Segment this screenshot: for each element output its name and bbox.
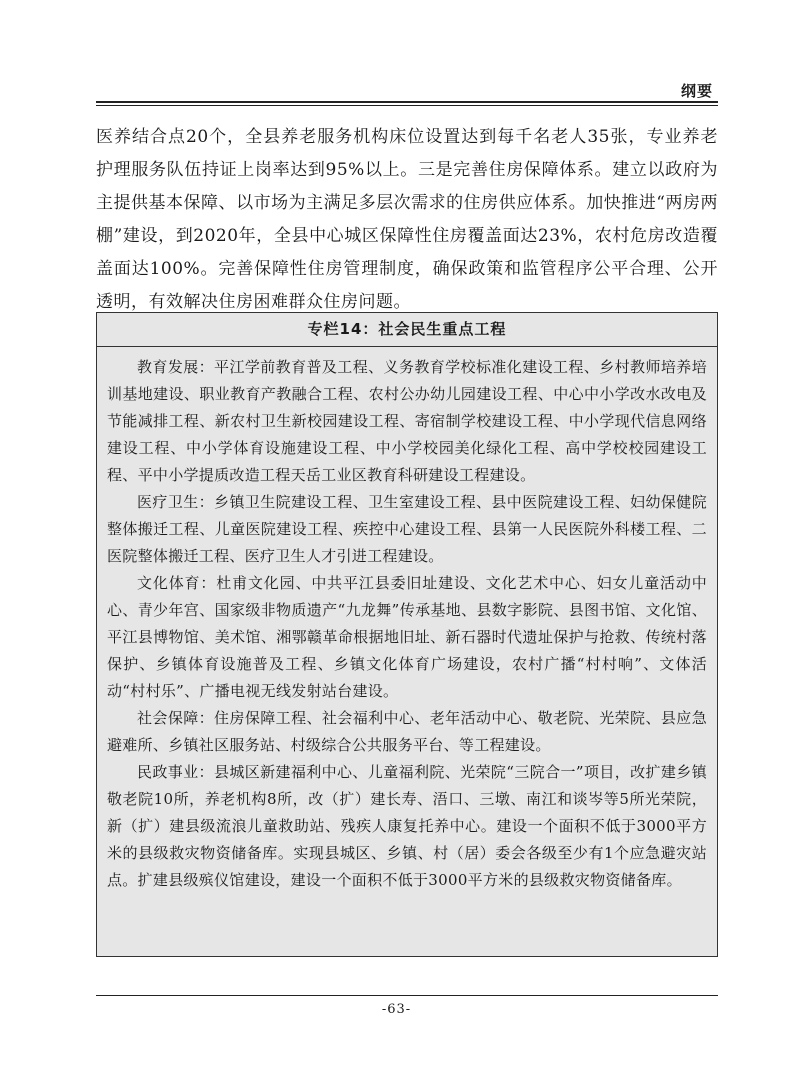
page-number: -63- xyxy=(381,1002,412,1017)
footer-rule xyxy=(96,995,718,996)
column-box xyxy=(96,312,718,957)
box-paragraph-education: 教育发展：平江学前教育普及工程、义务教育学校标准化建设工程、乡村教师培养培训基地建设、职业教育产教融合工程、农村公办幼儿园建设工程、中心中小学改水改电及节能减排工程、新农村卫生新校园建设工程、寄宿制学校建设工程、中小学现代信息网络建设工程、中小学体育设施建设工程、中小学校园美化绿化工程、高中学校校园建设工程、平中小学提质改造工程天岳工业区教育科研建设工程建设。 xyxy=(107,358,707,484)
box-paragraph-civil-affairs: 民政事业：县城区新建福利中心、儿童福利院、光荣院“三院合一”项目，改扩建乡镇敬老院10所，养老机构8所，改（扩）建长寿、浯口、三墩、南江和谈岑等5所光荣院，新（扩）建县级流浪儿童救助站、残疾人康复托养中心。建设一个面积不低于3000平方米的县级救灾物资储备库。实现县城区、乡镇、村（居）委会各级至少有1个应急避灾站点。扩建县级殡仪馆建设，建设一个面积不低于3000平方米的县级救灾物资储备库。 xyxy=(107,763,707,889)
box-paragraph-healthcare: 医疗卫生：乡镇卫生院建设工程、卫生室建设工程、县中医院建设工程、妇幼保健院整体搬迁工程、儿童医院建设工程、疾控中心建设工程、县第一人民医院外科楼工程、二医院整体搬迁工程、医疗卫生人才引进工程建设。 xyxy=(107,493,707,565)
header-rule-thick xyxy=(96,101,718,103)
header-rule-thin xyxy=(96,105,718,106)
body-paragraph: 医养结合点20个，全县养老服务机构床位设置达到每千名老人35张，专业养老护理服务队伍持证上岗率达到95%以上。三是完善住房保障体系。建立以政府为主提供基本保障、以市场为主满足多层次需求的住房供应体系。加快推进“两房两棚”建设，到2020年，全县中心城区保障性住房覆盖面达23%，农村危房改造覆盖面达100%。完善保障性住房管理制度，确保政策和监管程序公平合理、公开透明，有效解决住房困难群众住房问题。 xyxy=(96,127,718,312)
box-paragraph-culture-sports: 文化体育：杜甫文化园、中共平江县委旧址建设、文化艺术中心、妇女儿童活动中心、青少年宫、国家级非物质遗产“九龙舞”传承基地、县数字影院、县图书馆、文化馆、平江县博物馆、美术馆、湘鄂赣革命根据地旧址、新石器时代遗址保护与抢救、传统村落保护、乡镇体育设施普及工程、乡镇文化体育广场建设，农村广播“村村响”、文体活动“村村乐”、广播电视无线发射站台建设。 xyxy=(107,574,707,700)
body-text xyxy=(96,121,718,319)
box-paragraph-social-security: 社会保障：住房保障工程、社会福利中心、老年活动中心、敬老院、光荣院、县应急避难所、乡镇社区服务站、村级综合公共服务平台、等工程建设。 xyxy=(107,709,707,754)
box-title: 专栏14：社会民生重点工程 xyxy=(97,313,717,347)
running-header: 纲要 xyxy=(680,82,713,100)
box-body xyxy=(97,347,717,894)
